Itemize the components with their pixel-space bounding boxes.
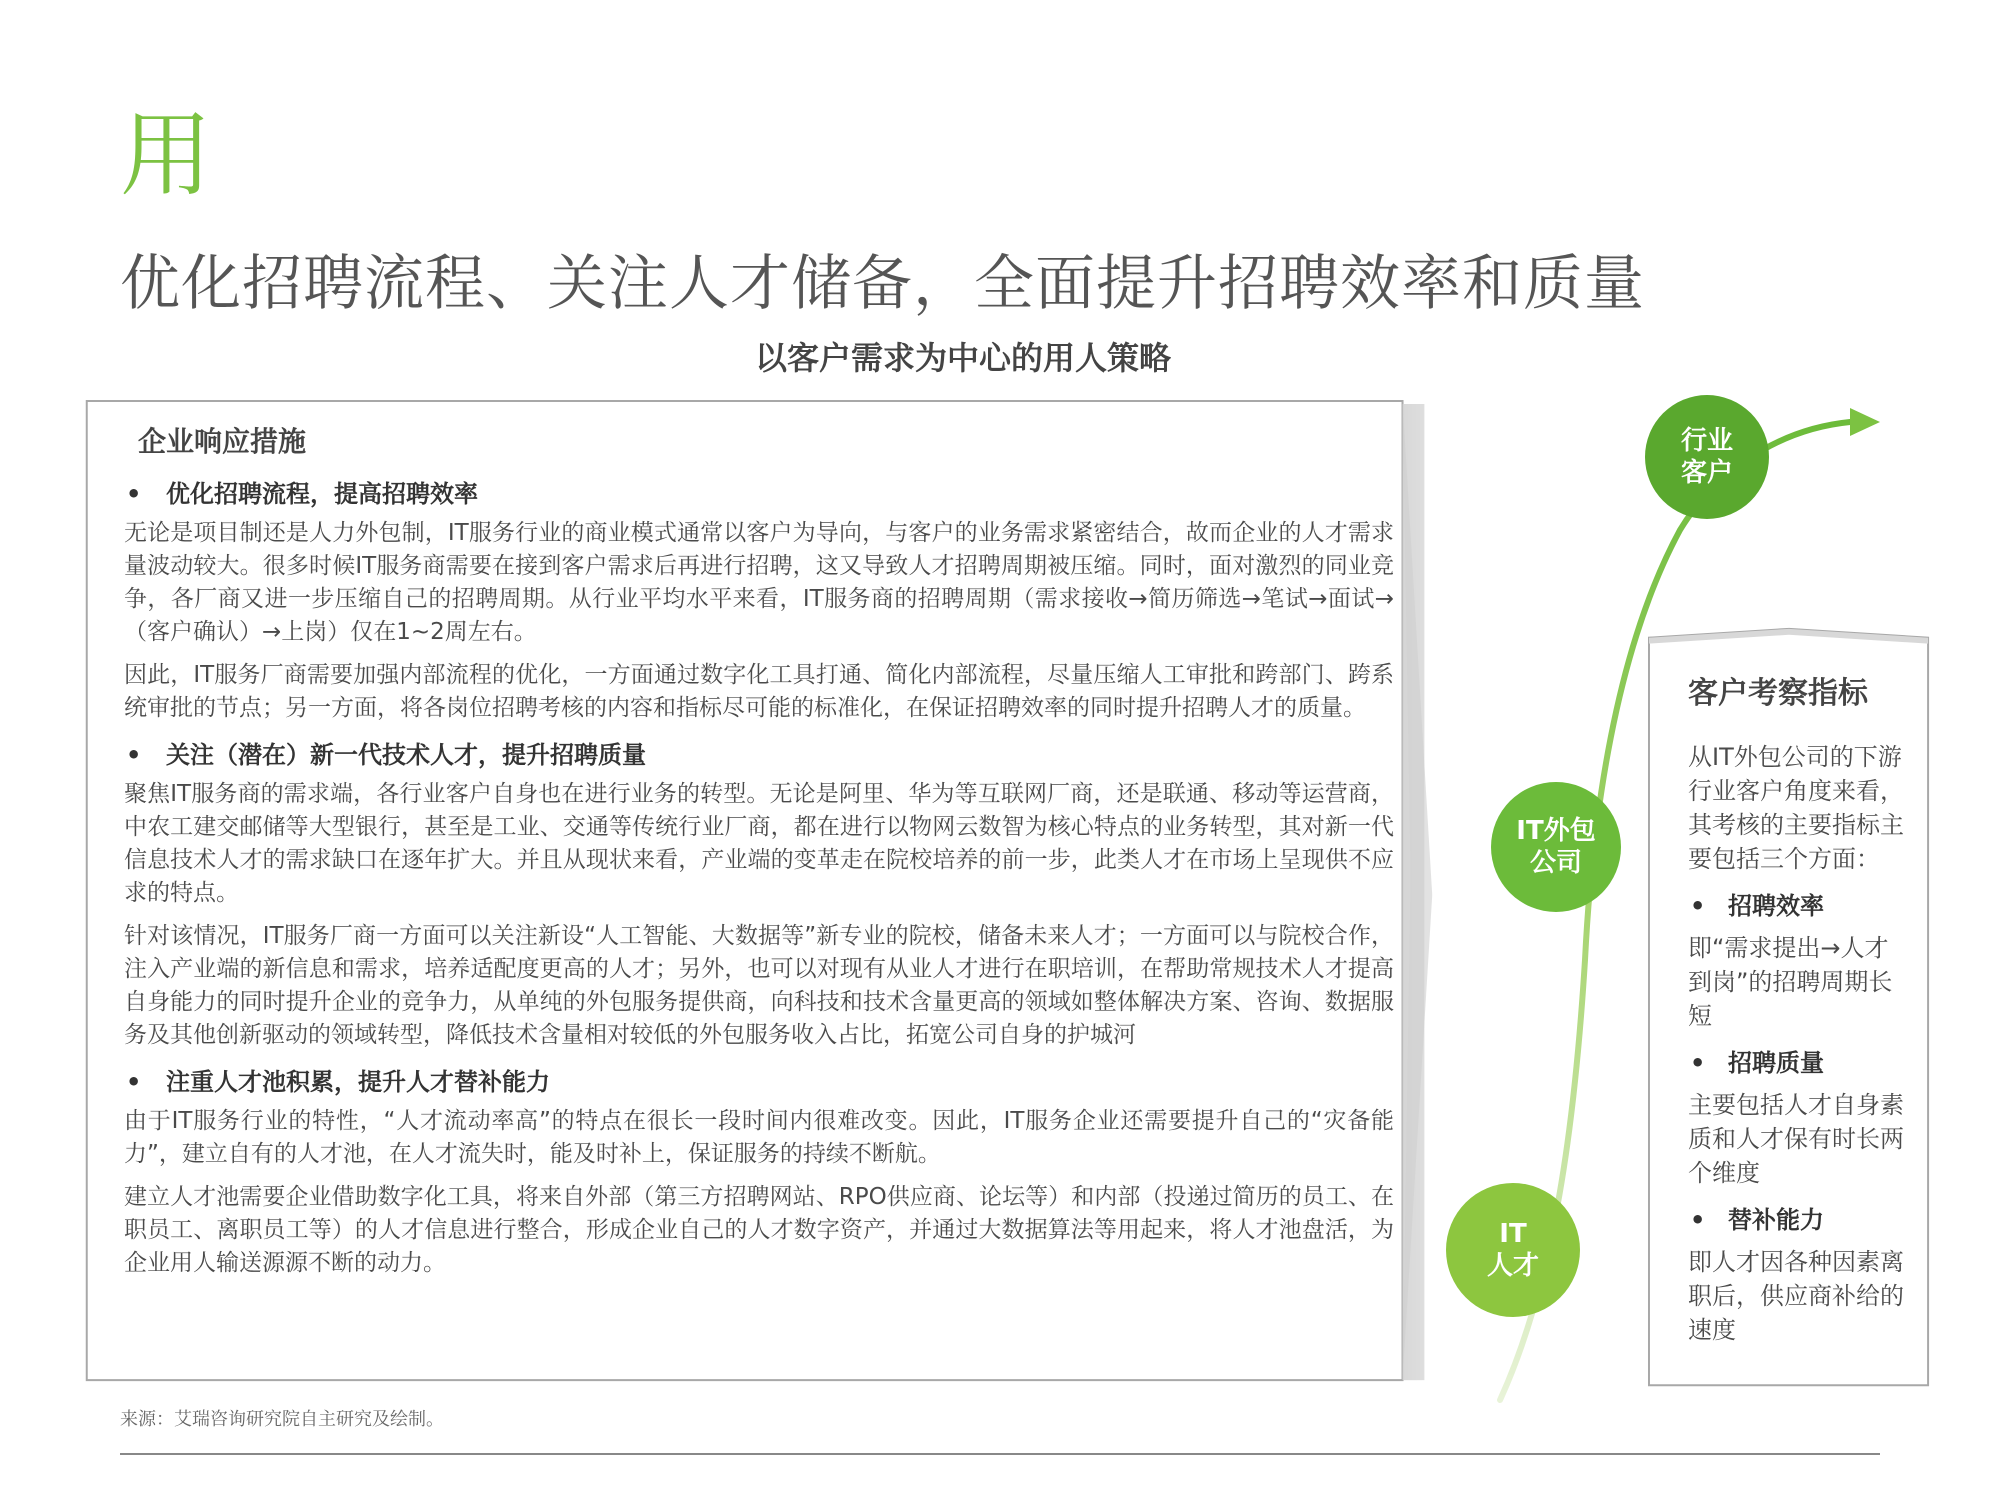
node-label: 公司 — [1529, 848, 1582, 878]
bullet-dot: • — [1690, 1206, 1706, 1234]
measures-box — [124, 420, 1394, 1290]
indicator-label-text: 替补能力 — [1728, 1206, 1824, 1234]
indicator-desc: 即人才因各种因素离职后，供应商补给的速度 — [1688, 1248, 1904, 1344]
bullet-dot: • — [126, 1068, 142, 1096]
indicator-label-text: 招聘质量 — [1728, 1049, 1824, 1077]
node-label: 人才 — [1486, 1251, 1539, 1281]
paragraph: 因此，IT服务厂商需要加强内部流程的优化，一方面通过数字化工具打通、简化内部流程，尽量压缩人工审批和跨部门、跨系统审批的节点；另一方面，将各岗位招聘考核的内容和指标尽可能的标准化，在保证招聘效率的同时提升招聘人才的质量。 — [124, 662, 1394, 721]
section-heading — [124, 1062, 1394, 1097]
indicators-intro: 从IT外包公司的下游行业客户角度来看，其考核的主要指标主要包括三个方面： — [1688, 743, 1904, 873]
bullet-dot: • — [1690, 892, 1706, 920]
node-label: 行业 — [1680, 426, 1733, 456]
section-heading — [124, 735, 1394, 770]
indicator-desc: 主要包括人才自身素质和人才保有时长两个维度 — [1688, 1091, 1904, 1187]
arrow-head-icon — [1850, 408, 1880, 436]
page-subtitle: 以客户需求为中心的用人策略 — [755, 339, 1172, 377]
paragraph: 建立人才池需要企业借助数字化工具，将来自外部（第三方招聘网站、RPO供应商、论坛等）和内部（投递过简历的员工、在职员工、离职员工等）的人才信息进行整合，形成企业自己的人才数字资产，并通过大数据算法等用起来，将人才池盘活，为企业用人输送源源不断的动力。 — [124, 1184, 1394, 1276]
indicator-desc: 即“需求提出→人才到岗”的招聘周期长短 — [1688, 934, 1893, 1030]
node-label: 客户 — [1680, 458, 1733, 488]
indicator-label — [1688, 1200, 1908, 1235]
indicator-label — [1688, 1043, 1908, 1078]
industry-client-node — [1645, 395, 1769, 519]
section-heading — [124, 474, 1394, 509]
indicator-label-text: 招聘效率 — [1728, 892, 1824, 920]
bullet-dot: • — [126, 480, 142, 508]
section-heading-text: 注重人才池积累，提升人才替补能力 — [166, 1068, 550, 1096]
bullet-dot: • — [126, 741, 142, 769]
it-talent-node — [1446, 1183, 1580, 1317]
it-outsourcing-node — [1491, 782, 1621, 912]
section-title-char: 用 — [120, 102, 213, 209]
node-label: IT外包 — [1516, 816, 1596, 846]
indicator-label — [1688, 886, 1908, 921]
source-note: 来源：艾瑞咨询研究院自主研究及绘制。 — [120, 1409, 444, 1430]
measures-box-title: 企业响应措施 — [138, 425, 307, 458]
page-headline: 优化招聘流程、关注人才储备，全面提升招聘效率和质量 — [120, 249, 1645, 319]
paragraph: 无论是项目制还是人力外包制，IT服务行业的商业模式通常以客户为导向，与客户的业务需求紧密结合，故而企业的人才需求量波动较大。很多时候IT服务商需要在接到客户需求后再进行招聘，这又导致人才招聘周期被压缩。同时，面对激烈的同业竞争，各厂商又进一步压缩自己的招聘周期。从行业平均水平来看，IT服务商的招聘周期（需求接收→简历筛选→笔试→面试→（客户确认）→上岗）仅在1~2周左右。 — [124, 520, 1394, 645]
node-label: IT — [1499, 1219, 1527, 1249]
footer-divider — [120, 1453, 1880, 1455]
paragraph: 由于IT服务行业的特性，“人才流动率高”的特点在很长一段时间内很难改变。因此，IT服务企业还需要提升自己的“灾备能力”，建立自有的人才池，在人才流失时，能及时补上，保证服务的持续不断航。 — [124, 1108, 1394, 1167]
section-heading-text: 关注（潜在）新一代技术人才，提升招聘质量 — [166, 741, 646, 769]
indicators-title: 客户考察指标 — [1688, 676, 1868, 711]
indicators-box — [1688, 668, 1908, 1357]
paragraph: 聚焦IT服务商的需求端，各行业客户自身也在进行业务的转型。无论是阿里、华为等互联网厂商，还是联通、移动等运营商，中农工建交邮储等大型银行，甚至是工业、交通等传统行业厂商，都在进行以物网云数智为核心特点的业务转型，其对新一代信息技术人才的需求缺口在逐年扩大。并且从现状来看，产业端的变革走在院校培养的前一步，此类人才在市场上呈现供不应求的特点。 — [124, 781, 1394, 906]
section-heading-text: 优化招聘流程，提高招聘效率 — [166, 480, 478, 508]
bullet-dot: • — [1690, 1049, 1706, 1077]
paragraph: 针对该情况，IT服务厂商一方面可以关注新设“人工智能、大数据等”新专业的院校，储备未来人才；一方面可以与院校合作，注入产业端的新信息和需求，培养适配度更高的人才；另外，也可以对现有从业人才进行在职培训，在帮助常规技术人才提高自身能力的同时提升企业的竞争力，从单纯的外包服务提供商，向科技和技术含量更高的领域如整体解决方案、咨询、数据服务及其他创新驱动的领域转型，降低技术含量相对较低的外包服务收入占比，拓宽公司自身的护城河 — [124, 923, 1394, 1048]
